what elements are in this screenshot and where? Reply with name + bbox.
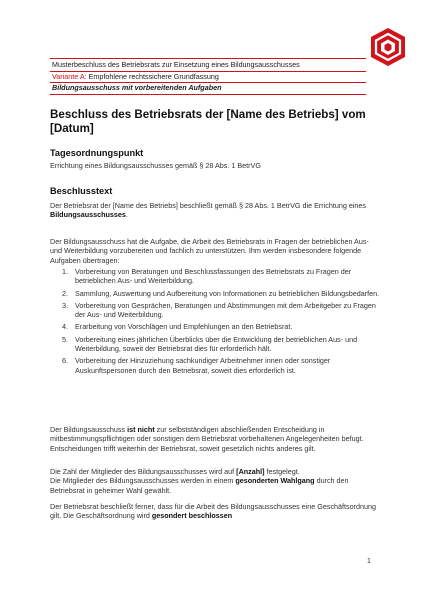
header-box xyxy=(50,58,366,95)
ig-metall-logo-icon xyxy=(369,27,407,67)
decision-paragraph-2: Der Bildungsausschuss hat die Aufgabe, die Arbeit des Betriebsrats in Fragen der betrieblichen Aus- und Weiterbildung vorzubereiten und fachlich zu unterstützen. Ihm werden insbesondere folgende Aufgaben übertragen: xyxy=(50,237,369,265)
list-item: 1. Vorbereitung von Beratungen und Beschlussfassungen des Betriebsrats zu Fragen der betrieblichen Aus- und Weiterbildung. xyxy=(62,267,352,286)
bold-term: gesonderten Wahlgang xyxy=(235,476,315,486)
decision-paragraph-4: Die Zahl der Mitglieder des Bildungsausschusses wird auf [Anzahl] festgelegt. Die Mitglieder des Bildungsausschusses werden in einem gesonderten Wahlgang durch den Betriebsrat in geheimer Wahl gewählt. xyxy=(50,467,349,495)
list-item: 2. Sammlung, Auswertung und Aufbereitung von Informationen zu betrieblichen Bildungsbedarfen. xyxy=(62,288,380,298)
agenda-text: Errichtung eines Bildungsausschusses gemäß § 28 Abs. 1 BetrVG xyxy=(50,161,261,170)
list-item: 6. Vorbereitung der Hinzuziehung sachkundiger Arbeitnehmer innen oder sonstiger Auskunftspersonen durch den Betriebsrat, soweit dies erforderlich ist. xyxy=(62,356,331,375)
page-number: 1 xyxy=(367,558,371,565)
header-line-variant xyxy=(50,72,366,83)
list-item: 4. Erarbeitung von Vorschlägen und Empfehlungen an den Betriebsrat. xyxy=(62,322,293,332)
list-item: 3. Vorbereitung von Gesprächen, Beratungen und Abstimmungen mit dem Arbeitgeber zu Fragen der Aus- und Weiterbildung. xyxy=(62,300,376,320)
header-line-committee-type: Bildungsausschuss mit vorbereitenden Aufgaben xyxy=(50,83,366,95)
variant-key: Variante A: xyxy=(52,71,87,81)
task-list xyxy=(50,267,380,378)
bold-term: ist nicht xyxy=(127,425,155,434)
decision-paragraph-3: Der Bildungsausschuss ist nicht zur selbstständigen abschließenden Entscheidung in mitbestimmungspflichtigen oder sonstigen dem Betriebsrat vorbehaltenen Angelegenheiten befugt. Entscheidungen trifft weiterhin der Betriebsrat, soweit gesetzlich nichts anderes gilt. xyxy=(50,425,364,453)
bold-term: [Anzahl] xyxy=(236,467,265,476)
variant-value: Empfohlene rechtssichere Grundfassung xyxy=(88,71,219,81)
bold-term: Bildungsausschusses xyxy=(50,210,126,220)
bold-term: gesondert beschlossen xyxy=(151,511,233,521)
header-line-model-resolution: Musterbeschluss des Betriebsrats zur Einsetzung eines Bildungsausschusses xyxy=(52,60,300,69)
page-title: Beschluss des Betriebsrats der [Name des Betriebs] vom [Datum] xyxy=(50,108,366,135)
decision-paragraph-5: Der Betriebsrat beschließt ferner, dass für die Arbeit des Bildungsausschusses eine Geschäftsordnung gilt. Die Geschäftsordnung wird gesondert beschlossen xyxy=(50,502,377,521)
agenda-heading: Tagesordnungspunkt xyxy=(50,148,144,158)
list-item: 5. Vorbereitung eines jährlichen Überblicks über die Entwicklung der betrieblichen Aus- und Weiterbildung, soweit der Betriebsrat dies für erforderlich hält. xyxy=(62,334,358,354)
decision-paragraph-1: Der Betriebsrat der [Name des Betriebs] beschließt gemäß § 28 Abs. 1 BetrVG die Errichtung eines Bildungsausschusses. xyxy=(50,201,367,220)
decision-heading: Beschlusstext xyxy=(50,186,113,196)
